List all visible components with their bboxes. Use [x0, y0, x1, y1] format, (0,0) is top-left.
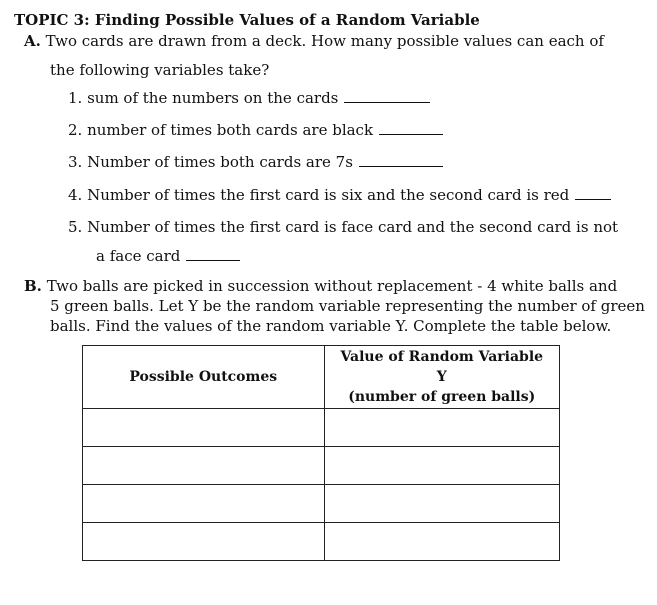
table-row: [83, 485, 560, 523]
section-a-intro-line1: Two cards are drawn from a deck. How many possible values can each of: [45, 32, 604, 50]
question-3: [68, 153, 443, 171]
answer-blank-3[interactable]: [359, 153, 443, 167]
table-row: [83, 523, 560, 561]
question-4-text: 4. Number of times the first card is six and the second card is red: [68, 186, 570, 204]
answer-blank-5[interactable]: [186, 247, 240, 261]
outcome-cell[interactable]: [83, 409, 325, 447]
question-4: [68, 186, 611, 204]
section-b-line1: [24, 277, 617, 295]
value-cell[interactable]: [324, 485, 560, 523]
section-b-line3: balls. Find the values of the random variable Y. Complete the table below.: [50, 317, 612, 335]
question-2-text: 2. number of times both cards are black: [68, 121, 374, 139]
table-row: [83, 447, 560, 485]
random-variable-header-line3: (number of green balls): [348, 389, 536, 405]
random-variable-header-line2: Y: [436, 369, 447, 385]
section-a-intro-line2: the following variables take?: [50, 61, 270, 79]
question-5-cont-text: a face card: [96, 247, 181, 265]
outcome-cell[interactable]: [83, 485, 325, 523]
value-cell[interactable]: [324, 523, 560, 561]
random-variable-header: [324, 346, 560, 409]
question-5-cont: [96, 247, 240, 265]
value-cell[interactable]: [324, 409, 560, 447]
section-a-intro: [24, 32, 604, 50]
table-row: [83, 409, 560, 447]
answer-blank-4[interactable]: [575, 186, 611, 200]
topic-title: TOPIC 3: Finding Possible Values of a Random Variable: [14, 11, 480, 29]
question-5: 5. Number of times the first card is face card and the second card is not: [68, 218, 619, 236]
section-b-label: B.: [24, 277, 42, 295]
section-a-label: A.: [24, 32, 41, 50]
answer-blank-1[interactable]: [344, 89, 430, 103]
outcome-cell[interactable]: [83, 523, 325, 561]
answer-blank-2[interactable]: [379, 121, 443, 135]
table-header-row: [83, 346, 560, 409]
question-1: [68, 89, 430, 107]
section-b-text1: Two balls are picked in succession without replacement - 4 white balls and: [46, 277, 618, 295]
outcomes-table: [82, 345, 560, 561]
question-2: [68, 121, 443, 139]
outcome-cell[interactable]: [83, 447, 325, 485]
question-1-text: 1. sum of the numbers on the cards: [68, 89, 339, 107]
question-3-text: 3. Number of times both cards are 7s: [68, 153, 353, 171]
possible-outcomes-header: Possible Outcomes: [83, 346, 325, 409]
section-b-line2: 5 green balls. Let Y be the random variable representing the number of green: [50, 297, 645, 315]
random-variable-header-line1: Value of Random Variable: [340, 349, 544, 365]
value-cell[interactable]: [324, 447, 560, 485]
